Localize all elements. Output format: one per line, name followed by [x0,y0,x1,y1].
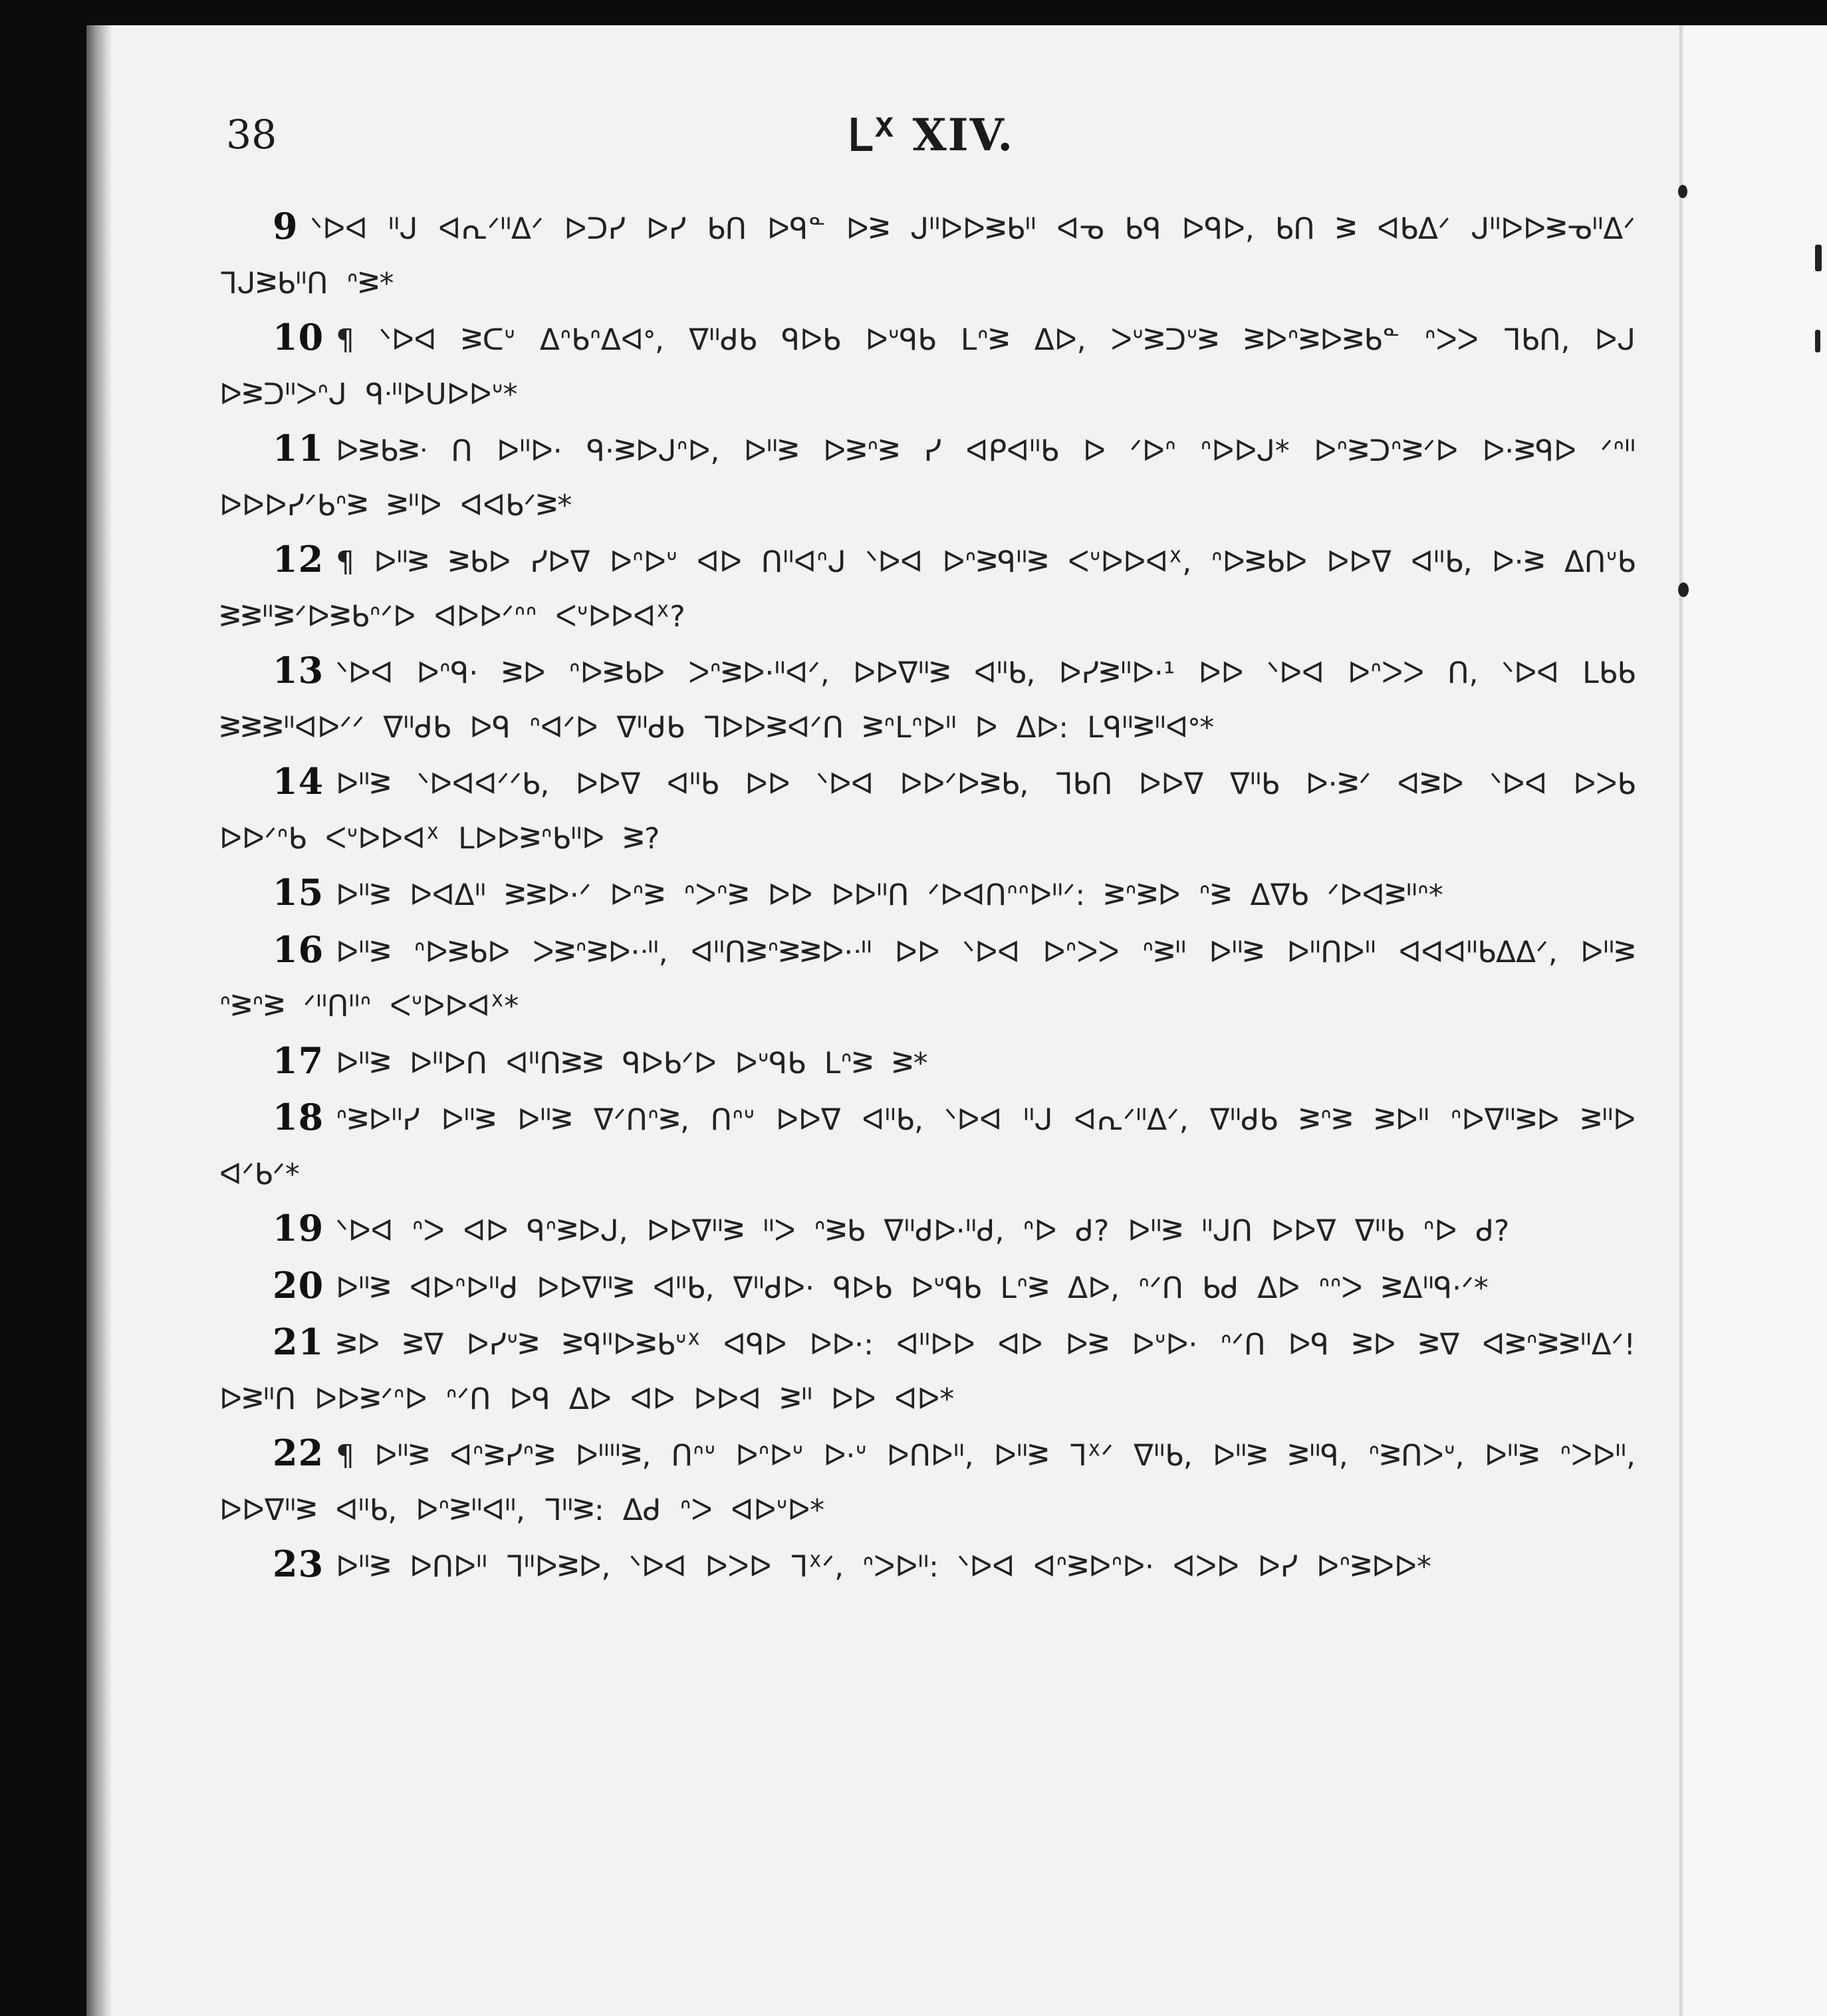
scan-speck [1815,245,1822,271]
verse-number: 22 [273,1432,324,1474]
verse-number: 17 [273,1039,324,1082]
verse [219,422,1636,533]
verse-text-span: ᐅᐦᕒ ᐅᐦᐅᑎ ᐊᐦᑎᕒᕒ ᑫᐅᑲᐟᐅ ᐅᐡᑫᑲ ᒪᐢᕒ ᕒ* [336,1046,928,1080]
verse-text-span: ᕒᐅ ᕒᐁ ᐅᓯᐡᕒ ᕒᑫᐦᐅᕒᑲᐡᕽ ᐊᑫᐅ ᐅᐅ·: ᐊᐦᐅᐅ ᐊᐅ ᐅᕒ ᐅᐡᐅ· ᐢᐟᑎ ᐅᑫ ᕒᐅ ᕒᐁ ᐊᕒᐢᕒᕒᐦᐃᐟ! ᐅᕒᐦᑎ ᐅᐅᕒᐟᐢᐅ ᐢᐟᑎ ᐅᑫ ᐃᐅ ᐊᐅ ᐅᐅᐊ ᕒᐦ ᐅᐅ ᐊᐅ* [219,1328,1636,1416]
verse-text-span: ¶ ᐠᐅᐊ ᕒᑕᐡ ᐃᐢᑲᐢᐃᐊᐤ, ᐁᐦᑯᑲ ᑫᐅᑲ ᐅᐡᑫᑲ ᒪᐢᕒ ᐃᐅ, ᐳᐡᕒᑐᐡᕒ ᕒᐅᐢᕒᐅᕒᑲᓐ ᐢᐳᐳ ᒣᑲᑎ, ᐅᒍ ᐅᕒᑐᐦᐳᐢᒍ ᑫᐧᐦᐅᑌᐅᐅᐡ* [219,323,1636,412]
verse [219,1315,1636,1426]
scan-speck [1815,330,1820,352]
verse-text-span: ᐠᐅᐊ ᐦᒍ ᐊᕆᐟᐦᐃᐟ ᐅᑐᓯ ᐅᓯ ᑲᑎ ᐅᑫᓐ ᐅᕒ ᒍᐦᐅᐅᕒᑲᐦ ᐊᓀ ᑲᑫ ᐅᑫᐅ, ᑲᑎ ᕒ ᐊᑲᐃᐟ ᒍᐦᐅᐅᕒᓀᐦᐃᐟ ᒣᒍᕒᑲᐦᑎ ᐢᕒ* [219,212,1636,301]
verse-text-span: ¶ ᐅᐦᕒ ᕒᑲᐅ ᓯᐅᐁ ᐅᐢᐅᐡ ᐊᐅ ᑎᐦᐊᐢᒍ ᐠᐅᐊ ᐅᐢᕒᑫᐦᕒ ᐸᐡᐅᐅᐊᕽ, ᐢᐅᕒᑲᐅ ᐅᐅᐁ ᐊᐦᑲ, ᐅ·ᕒ ᐃᑎᐡᑲ ᕒᕒᐦᕒᐟᐅᕒᑲᐢᐟᐅ ᐊᐅᐅᐟᐢᐢ ᐸᐡᐅᐅᐊᕽ? [219,545,1636,634]
verse-text-span: ᐠᐅᐊ ᐅᐢᑫ· ᕒᐅ ᐢᐅᕒᑲᐅ ᐳᐢᕒᐅ·ᐦᐊᐟ, ᐅᐅᐁᐦᕒ ᐊᐦᑲ, ᐅᓯᕒᐦᐅ·¹ ᐅᐅ ᐠᐅᐊ ᐅᐢᐳᐳ ᑎ, ᐠᐅᐊ ᒪᑲᑲ ᕒᕒᕒᐦᐊᐅᐟᐟ ᐁᐦᑯᑲ ᐅᑫ ᐢᐊᐟᐅ ᐁᐦᑯᑲ ᒣᐅᐅᕒᐊᐟᑎ ᕒᐢᒪᐢᐅᐦ ᐅ ᐃᐅ: ᒪᑫᐦᕒᐦᐊᐤ* [219,656,1636,745]
verse [219,311,1636,422]
verse-number: 18 [273,1096,324,1138]
verse-text-span: ¶ ᐅᐦᕒ ᐊᐢᕒᓯᐢᕒ ᐅᐦᐦᕒ, ᑎᐢᐡ ᐅᐢᐅᐡ ᐅ·ᐡ ᐅᑎᐅᐦ, ᐅᐦᕒ ᒣᕽᐟ ᐁᐦᑲ, ᐅᐦᕒ ᕒᐦᑫ, ᐢᕒᑎᐳᐡ, ᐅᐦᕒ ᐢᐳᐅᐦ, ᐅᐅᐁᐦᕒ ᐊᐦᑲ, ᐅᐢᕒᐦᐊᐦ, ᒣᐦᕒ: ᐃᑯ ᐢᐳ ᐊᐅᐡᐅ* [219,1439,1636,1527]
verse-number: 10 [273,316,324,358]
verse-text-span: ᐅᐦᕒ ᐢᐅᕒᑲᐅ ᐳᕒᐢᕒᐅ·ᐧᐦ, ᐊᐦᑎᕒᐢᕒᕒᐅ·ᐧᐦ ᐅᐅ ᐠᐅᐊ ᐅᐢᐳᐳ ᐢᕒᐦ ᐅᐦᕒ ᐅᐦᑎᐅᐦ ᐊᐊᐊᐦᑲᐃᐃᐟ, ᐅᐦᕒ ᐢᕒᐢᕒ ᐟᐦᑎᐦᐢ ᐸᐡᐅᐅᐊᕽ* [219,935,1636,1023]
verse-text-span: ᐅᐦᕒ ᐊᐅᐢᐅᐦᑯ ᐅᐅᐁᐦᕒ ᐊᐦᑲ, ᐁᐦᑯᐅ· ᑫᐅᑲ ᐅᐡᑫᑲ ᒪᐢᕒ ᐃᐅ, ᐢᐟᑎ ᑲᑯ ᐃᐅ ᐢᐢᐳ ᕒᐃᐦᑫ·ᐟ* [336,1271,1489,1305]
page-number: 38 [226,112,277,158]
verse [219,1259,1636,1316]
verse-text-span: ᐅᐦᕒ ᐠᐅᐊᐊᐟᐟᑲ, ᐅᐅᐁ ᐊᐦᑲ ᐅᐅ ᐠᐅᐊ ᐅᐅᐟᐅᕒᑲ, ᒣᑲᑎ ᐅᐅᐁ ᐁᐦᑲ ᐅ·ᕒᐟ ᐊᕒᐅ ᐠᐅᐊ ᐅᐳᑲ ᐅᐅᐟᐢᑲ ᐸᐡᐅᐅᐊᕽ ᒪᐅᐅᕒᐢᑲᐦᐅ ᕒ? [219,767,1636,856]
page-header [226,92,1636,185]
verse [219,1426,1636,1537]
verse-number: 21 [273,1321,324,1363]
verse [219,866,1636,923]
verse-text-span: ᐢᕒᐅᐦᓯ ᐅᐦᕒ ᐅᐦᕒ ᐁᐟᑎᐢᕒ, ᑎᐢᐡ ᐅᐅᐁ ᐊᐦᑲ, ᐠᐅᐊ ᐦᒍ ᐊᕆᐟᐦᐃᐟ, ᐁᐦᑯᑲ ᕒᐢᕒ ᕒᐅᐦ ᐢᐅᐁᐦᕒᐅ ᕒᐦᐅ ᐊᐟᑲᐟ* [219,1103,1636,1192]
verse-number: 16 [273,928,324,971]
verse [219,755,1636,866]
verse-number: 19 [273,1207,324,1249]
verse [219,644,1636,755]
verse-number: 11 [273,427,324,469]
verse [219,533,1636,644]
verse [219,1201,1636,1259]
verse-number: 20 [273,1263,324,1307]
verse [219,199,1636,311]
verse-text-span: ᐠᐅᐊ ᐢᐳ ᐊᐅ ᑫᐢᕒᐅᒍ, ᐅᐅᐁᐦᕒ ᐦᐳ ᐢᕒᑲ ᐁᐦᑯᐅ·ᐦᑯ, ᐢᐅ ᑯ? ᐅᐦᕒ ᐦᒍᑎ ᐅᐅᐁ ᐁᐦᑲ ᐢᐅ ᑯ? [336,1214,1510,1248]
verse [219,1537,1636,1594]
scan-speck [1678,582,1689,597]
verse-number: 15 [273,871,324,914]
verse-number: 23 [273,1543,324,1585]
verse-text [219,199,1636,1594]
verse [219,1034,1636,1091]
book-page [86,25,1827,2016]
verse-number: 14 [273,760,324,803]
verse-text-span: ᐅᕒᑲᕒᐧ ᑎ ᐅᐦᐅ· ᑫ·ᕒᐅᒍᐢᐅ, ᐅᐦᕒ ᐅᕒᐢᕒ ᓯ ᐊᑭᐊᐦᑲ ᐅ ᐟᐅᐢ ᐢᐅᐅᒍ* ᐅᐢᕒᑐᐢᕒᐟᐅ ᐅ·ᕒᑫᐅ ᐟᐢᐦ ᐅᐅᐅᓯᐟᑲᐢᕒ ᕒᐦᐅ ᐊᐊᑲᐟᕒ* [219,434,1636,523]
verse-number: 13 [273,649,324,692]
verse-number: 12 [273,538,324,580]
verse-text-span: ᐅᐦᕒ ᐅᑎᐅᐦ ᒣᐦᐅᕒᐅ, ᐠᐅᐊ ᐅᐳᐅ ᒣᕽᐟ, ᐢᐳᐅᐦ: ᐠᐅᐊ ᐊᐢᕒᐅᐢᐅ· ᐊᐳᐅ ᐅᓯ ᐅᐢᕒᐅᐅ* [336,1550,1431,1584]
page-binding-edge [86,25,112,2016]
verse-text-span: ᐅᐦᕒ ᐅᐊᐃᐦ ᕒᕒᐅ·ᐟ ᐅᐢᕒ ᐢᐳᐢᕒ ᐅᐅ ᐅᐅᐦᑎ ᐟᐅᐊᑎᐢᐢᐅᐦᐟ: ᕒᐢᕒᐅ ᐢᕒ ᐃᐁᑲ ᐟᐅᐊᕒᐦᐢ* [336,878,1443,912]
running-head: ᒪᕽ XIV. [847,109,1015,161]
verse [219,1090,1636,1201]
verse-number: 9 [273,205,299,247]
facing-page-edge [1683,25,1827,2016]
verse [219,923,1636,1034]
scan-speck [1678,185,1687,198]
